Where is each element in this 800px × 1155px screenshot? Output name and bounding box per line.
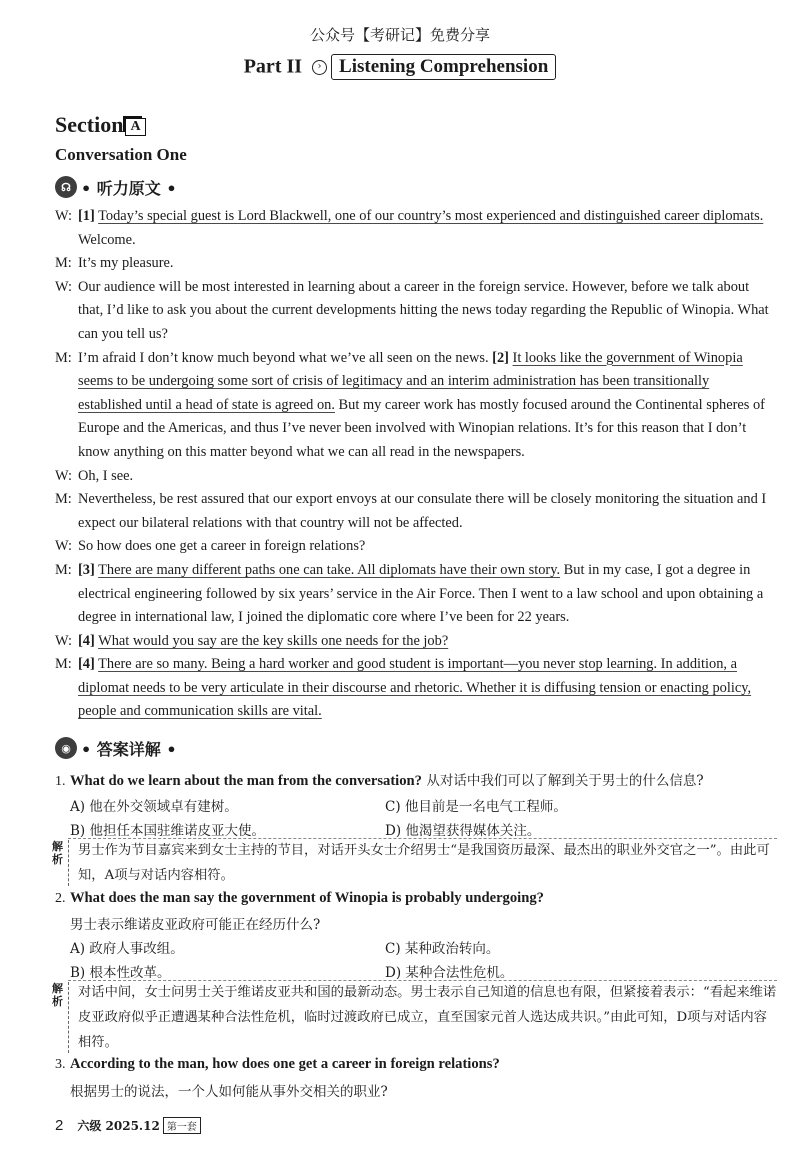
- answers-heading-label: • 答案详解 •: [81, 739, 177, 759]
- dialogue-line: [55, 252, 770, 276]
- question-3: [55, 1056, 780, 1073]
- question-number: 2.: [55, 891, 66, 906]
- speaker-label: M:: [55, 255, 72, 272]
- underlined-answer-text: There are many different paths one can take. All diplomats have their own story.: [98, 561, 561, 578]
- underlined-answer-text: What would you say are the key skills one needs for the job?: [98, 632, 449, 649]
- speaker-label: W:: [55, 538, 73, 555]
- analysis-2: [52, 980, 777, 1055]
- question-number: 1.: [55, 774, 66, 789]
- dialogue-line: [55, 276, 770, 347]
- dialogue-segment: Our audience will be most interested in learning about a career in the foreign service. However, before we talk about that, I’d like to ask you about the current developments hitting the news today regarding the Republic of Winopia. What can you tell us?: [78, 278, 769, 342]
- dialogue-segment: Nevertheless, be rest assured that our export envoys at our consulate there will be closely monitoring the situation and I expect our bilateral relations with that country will not be affected.: [78, 491, 767, 531]
- chevron-right-icon: ›: [312, 60, 327, 75]
- speaker-label: W:: [55, 632, 73, 649]
- dialogue-text: [78, 488, 770, 535]
- question-text-en: What does the man say the government of Winopia is probably undergoing?: [69, 890, 544, 906]
- conversation-title: Conversation One: [55, 145, 187, 164]
- speaker-label: M:: [55, 656, 72, 673]
- dialogue-line: [55, 630, 770, 654]
- part-heading: [0, 54, 800, 80]
- option-d: D) 某种合法性危机。: [385, 965, 514, 981]
- dialogue-text: [78, 347, 770, 465]
- transcript-heading-label: • 听力原文 •: [81, 178, 177, 198]
- dialogue-text: [78, 205, 770, 252]
- section-label: Section: [55, 112, 124, 137]
- underlined-answer-text: It looks like the government of Winopia seems to be undergoing some sort of crisis of legitimacy and an interim administration has been transitionally established until a head of state is agreed on.: [78, 349, 743, 413]
- dialogue-segment: Welcome.: [78, 231, 136, 248]
- dialogue-line: [55, 465, 770, 489]
- dialogue-text: [78, 559, 770, 630]
- dialogue-text: [78, 276, 770, 347]
- analysis-rule: [68, 840, 69, 886]
- analysis-divider: [68, 980, 777, 981]
- section-badge: A: [125, 118, 145, 136]
- question-text-zh: 男士表示维诺皮亚政府可能正在经历什么?: [70, 917, 321, 933]
- speaker-label: W:: [55, 208, 73, 224]
- speaker-label: W:: [55, 467, 73, 484]
- lightbulb-icon: ◉: [55, 737, 77, 759]
- dialogue-line: [55, 559, 770, 630]
- option-d: D) 他渴望获得媒体关注。: [385, 823, 541, 839]
- dialogue: [55, 205, 770, 724]
- dialogue-text: [78, 653, 770, 724]
- dialogue-line: [55, 347, 770, 465]
- question-number: 3.: [55, 1057, 66, 1072]
- footer: [55, 1117, 201, 1134]
- dialogue-text: [78, 252, 770, 276]
- volume-badge: 第一套: [163, 1117, 201, 1134]
- dialogue-segment: So how does one get a career in foreign relations?: [78, 538, 366, 555]
- question-tag: [4]: [78, 632, 95, 649]
- part-label: Part II: [243, 55, 303, 78]
- analysis-rule: [68, 982, 69, 1053]
- question-2: [55, 890, 780, 907]
- dialogue-segment: But my career work has mostly focused around the Continental spheres of Europe and the Americas, and thus I’ve never been involved with Winopian relations. It’s for this reason that I don’t know anything on this matter beyond what we can all read in the newspapers.: [78, 396, 765, 460]
- question-text-zh: 从对话中我们可以了解到关于男士的什么信息?: [426, 773, 704, 789]
- top-note: 公众号【考研记】免费分享: [309, 26, 490, 44]
- dialogue-line: [55, 488, 770, 535]
- question-tag: [3]: [78, 561, 95, 578]
- option-a: A) 他在外交领域卓有建树。: [70, 799, 238, 815]
- dialogue-text: [78, 630, 770, 654]
- dialogue-line: [55, 205, 770, 252]
- page-number: 2: [55, 1117, 64, 1134]
- dialogue-segment: Oh, I see.: [78, 467, 134, 484]
- headphones-icon: ☊: [55, 176, 77, 198]
- part-title: Listening Comprehension: [331, 54, 556, 80]
- underlined-answer-text: There are so many. Being a hard worker and good student is important—you never stop learning. In addition, a diplomat needs to be very articulate in their discourse and rhetoric. Whether it is diffusing tension or enacting policy, people and communication skills are vital.: [78, 656, 752, 720]
- option-c: C) 某种政治转向。: [385, 941, 500, 957]
- option-a: A) 政府人事改组。: [70, 941, 184, 957]
- dialogue-text: [78, 535, 770, 559]
- analysis-label: 解析: [52, 982, 63, 1008]
- transcript-heading: [55, 175, 177, 199]
- edition-label: 六级 2025.12: [77, 1119, 160, 1133]
- analysis-label: 解析: [52, 840, 63, 866]
- underlined-answer-text: Today’s special guest is Lord Blackwell, one of our country’s most experienced and distinguished career diplomats.: [98, 208, 764, 224]
- analysis-text: 男士作为节目嘉宾来到女士主持的节目，对话开头女士介绍男士“是我国资历最深、最杰出的职业外交官之一”。由此可知，A项与对话内容相符。: [78, 843, 770, 883]
- option-b: B) 他担任本国驻维诺皮亚大使。: [70, 823, 265, 839]
- question-tag: [4]: [78, 656, 95, 673]
- question-tag: [1]: [78, 208, 95, 224]
- speaker-label: M:: [55, 349, 72, 366]
- question-text-en: What do we learn about the man from the conversation?: [69, 773, 422, 789]
- speaker-label: M:: [55, 491, 72, 508]
- answers-heading: [55, 736, 177, 760]
- analysis-text: 对话中间，女士问男士关于维诺皮亚共和国的最新动态。男士表示自己知道的信息也有限，但紧接着表示：“看起来维诺皮亚政府似乎正遭遇某种合法性危机，临时过渡政府已成立，直至国家元首人选达成共识。”由此可知，D项与对话内容相符。: [78, 985, 777, 1050]
- dialogue-text: [78, 465, 770, 489]
- analysis-divider: [68, 838, 777, 839]
- option-b: B) 根本性改革。: [70, 965, 171, 981]
- question-text-zh: 根据男士的说法，一个人如何能从事外交相关的职业?: [70, 1084, 388, 1100]
- question-tag: [2]: [492, 349, 509, 366]
- dialogue-segment: I’m afraid I don’t know much beyond what we’ve all seen on the news.: [78, 349, 493, 366]
- question-text-en: According to the man, how does one get a career in foreign relations?: [69, 1056, 500, 1072]
- speaker-label: W:: [55, 278, 73, 295]
- option-c: C) 他目前是一名电气工程师。: [385, 799, 567, 815]
- section-heading: [55, 112, 146, 138]
- question-1: [55, 769, 780, 790]
- dialogue-segment: But in my case, I got a degree in electrical engineering followed by six years’ service in the Air Force. Then I went to a law school and upon obtaining a degree in international law, I joined the diplomatic core where I’ve been for 22 years.: [78, 561, 764, 626]
- speaker-label: M:: [55, 561, 72, 578]
- analysis-1: [52, 838, 777, 888]
- dialogue-line: [55, 535, 770, 559]
- dialogue-line: [55, 653, 770, 724]
- dialogue-segment: It’s my pleasure.: [78, 255, 174, 272]
